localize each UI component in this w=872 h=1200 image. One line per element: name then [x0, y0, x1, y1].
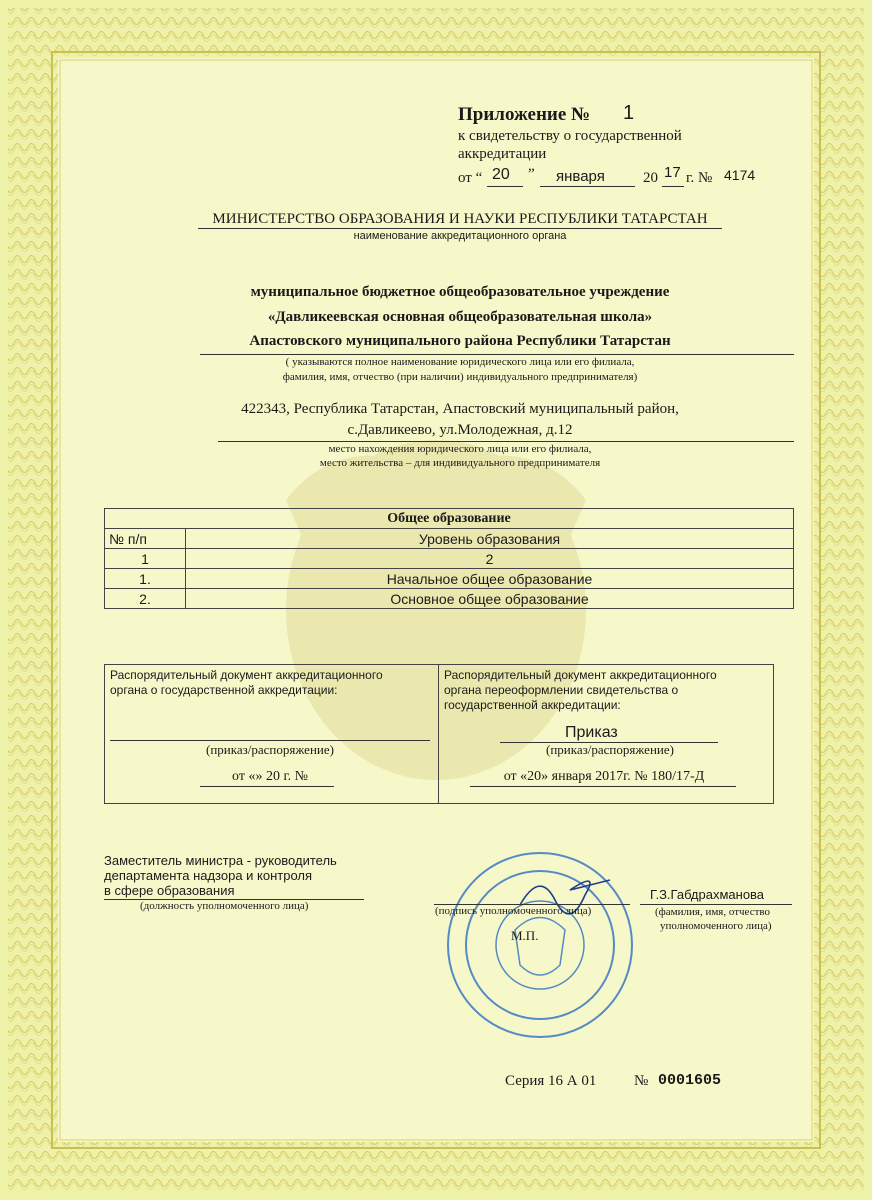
name-underline — [640, 904, 792, 905]
org-caption2: фамилия, имя, отчество (при наличии) индивидуального предпринимателя) — [282, 371, 638, 383]
table-row — [105, 589, 794, 609]
authority-name: МИНИСТЕРСТВО ОБРАЗОВАНИЯ И НАУКИ РЕСПУБЛИКИ ТАТАРСТАН — [212, 211, 708, 227]
appendix-year-tail: г. № — [686, 170, 713, 186]
doc-right-heading2: органа переоформлении свидетельства о — [444, 683, 679, 697]
row-level: Начальное общее образование — [186, 569, 794, 589]
table-header-row — [105, 529, 794, 549]
address-caption2: место жительства – для индивидуального предпринимателя — [319, 457, 601, 469]
appendix-year-prefix: 20 — [643, 170, 658, 186]
row-num: 1. — [105, 569, 186, 589]
position-caption: (должность уполномоченного лица) — [140, 900, 309, 912]
authority-caption: наименование аккредитационного органа — [353, 230, 567, 242]
appendix-day: 20 — [492, 166, 510, 183]
org-line1: муниципальное бюджетное общеобразовательное учреждение — [250, 284, 670, 300]
doc-right-heading3: государственной аккредитации: — [444, 698, 621, 712]
doc-right-heading1: Распорядительный документ аккредитационного — [444, 668, 717, 682]
day-underline — [487, 186, 523, 187]
col-header-level: Уровень образования — [186, 529, 794, 549]
org-underline — [200, 354, 794, 355]
name-caption1: (фамилия, имя, отчество — [655, 906, 771, 918]
table-title-row — [105, 509, 794, 529]
index-cell-2: 2 — [186, 549, 794, 569]
org-caption1: ( указываются полное наименование юридического лица или его филиала, — [285, 356, 635, 368]
address-line1: 422343, Республика Татарстан, Апастовский муниципальный район, — [241, 401, 679, 417]
series-no-label: № — [634, 1073, 649, 1089]
doc-right-type: Приказ — [565, 724, 618, 741]
doc-right-caption: (приказ/распоряжение) — [546, 742, 674, 757]
appendix-line1: к свидетельству о государственной — [458, 128, 682, 144]
signer-position2: департамента надзора и контроля — [104, 868, 313, 883]
sign-caption: (подпись уполномоченного лица) — [435, 905, 592, 917]
index-cell-1: 1 — [105, 549, 186, 569]
appendix-number: 1 — [623, 102, 635, 124]
year-underline — [662, 186, 684, 187]
appendix-year-suffix: 17 — [664, 164, 681, 181]
doc-right-date-underline — [470, 786, 736, 787]
doc-left-caption: (приказ/распоряжение) — [206, 742, 334, 757]
table-index-row — [105, 549, 794, 569]
appendix-date-prefix: от “ — [458, 170, 483, 186]
name-caption2: уполномоченного лица) — [660, 920, 772, 932]
month-underline — [540, 186, 635, 187]
org-line2: «Давликеевская основная общеобразовательная школа» — [267, 309, 653, 325]
signer-name: Г.З.Габдрахманова — [650, 887, 765, 902]
stamp-place: М.П. — [511, 928, 539, 943]
appendix-title: Приложение № — [458, 104, 591, 125]
doc-right-date: от «20» января 2017г. № 180/17-Д — [503, 769, 705, 784]
appendix-cert-number: 4174 — [724, 167, 756, 183]
appendix-line2: аккредитации — [458, 146, 547, 162]
education-table — [104, 508, 794, 609]
series-label: Серия 16 А 01 — [505, 1073, 597, 1089]
appendix-day-close: ” — [528, 166, 535, 182]
address-caption1: место нахождения юридического лица или его филиала, — [328, 443, 592, 455]
row-level: Основное общее образование — [186, 589, 794, 609]
doc-left-line — [110, 740, 430, 741]
row-num: 2. — [105, 589, 186, 609]
table-title: Общее образование — [105, 509, 794, 529]
table-row — [105, 569, 794, 589]
series-number: 0001605 — [658, 1072, 722, 1089]
doc-left-heading2: органа о государственной аккредитации: — [110, 683, 338, 697]
doc-left-date: от «» 20 г. № — [232, 769, 308, 784]
org-line3: Апастовского муниципального района Республики Татарстан — [249, 333, 671, 349]
col-header-num: № п/п — [105, 529, 186, 549]
doc-left-date-underline — [200, 786, 334, 787]
doc-left-heading1: Распорядительный документ аккредитационного — [110, 668, 383, 682]
address-line2: с.Давликеево, ул.Молодежная, д.12 — [347, 422, 573, 438]
address-underline — [218, 441, 794, 442]
documents-divider — [438, 665, 439, 803]
signer-position1: Заместитель министра - руководитель — [104, 853, 337, 868]
appendix-month: января — [556, 168, 605, 185]
authority-underline — [198, 228, 722, 229]
signer-position3: в сфере образования — [104, 883, 235, 898]
